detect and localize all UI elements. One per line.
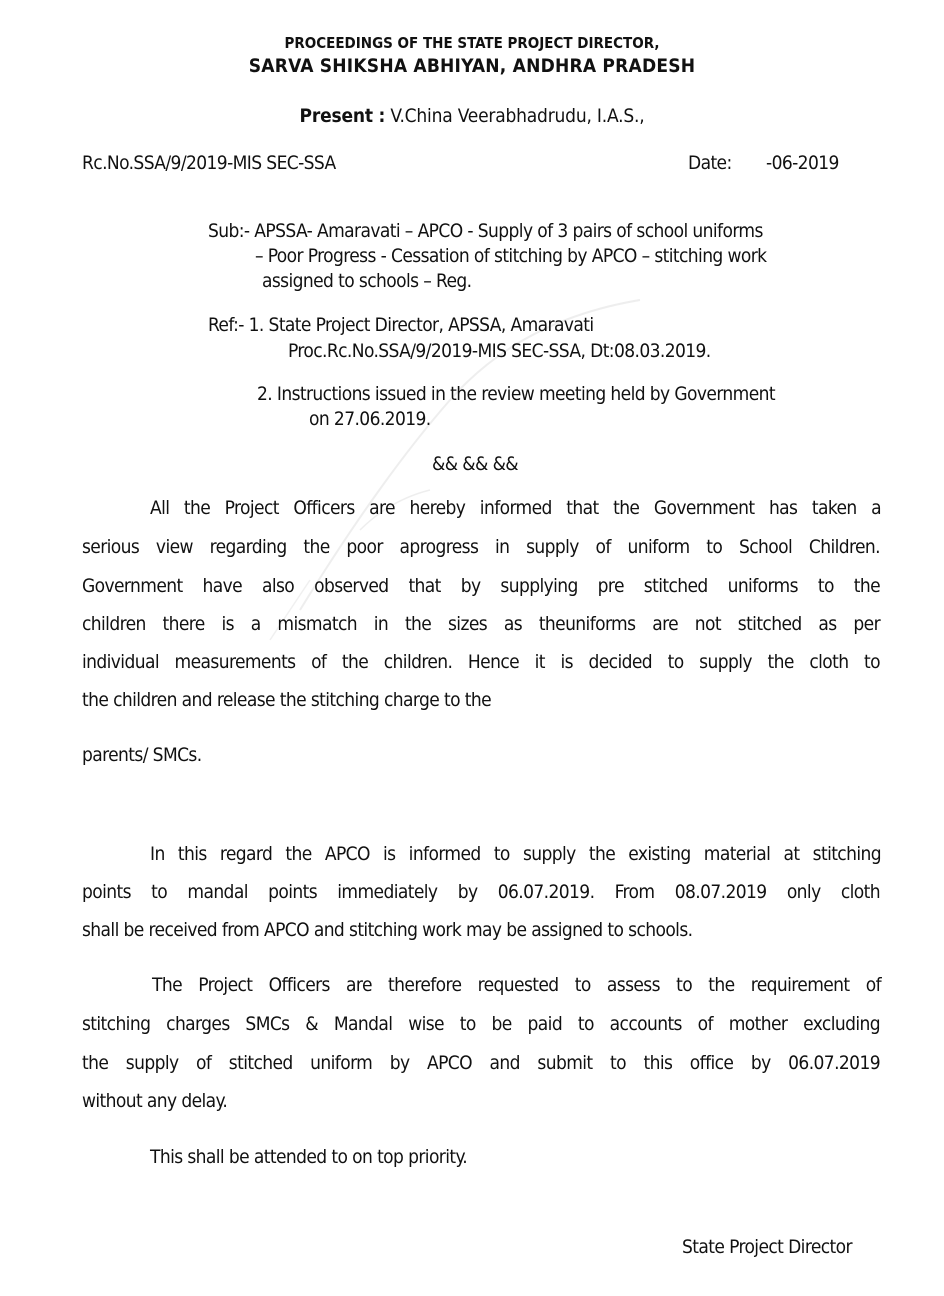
present-line: [0, 104, 944, 128]
ref-2-line-1: 2. Instructions issued in the review meeting held by Government: [257, 383, 775, 405]
para3-line-2: stitching charges SMCs & Mandal wise to be paid to accounts of mother excluding: [82, 1013, 880, 1035]
header-title: PROCEEDINGS OF THE STATE PROJECT DIRECTOR,: [284, 34, 660, 52]
para2-line-1: In this regard the APCO is informed to supply the existing material at stitching: [150, 843, 881, 865]
date-value: -06-2019: [766, 152, 839, 174]
signature: State Project Director: [682, 1236, 852, 1258]
para1-line-4: children there is a mismatch in the sizes as theuniforms are not stitched as per: [82, 613, 880, 635]
para1-line-2: serious view regarding the poor aprogress in supply of uniform to School Children.: [82, 536, 880, 558]
para1-line-1: All the Project Officers are hereby informed that the Government has taken a: [150, 497, 881, 519]
present-label: Present :: [299, 105, 386, 127]
para2-line-3: shall be received from APCO and stitching work may be assigned to schools.: [82, 919, 693, 941]
para1-line-3: Government have also observed that by supplying pre stitched uniforms to the: [82, 575, 880, 597]
subject-line-3: assigned to schools – Reg.: [262, 270, 472, 292]
reference-number: Rc.No.SSA/9/2019-MIS SEC-SSA: [82, 152, 336, 174]
ref-1-line-1: Ref:- 1. State Project Director, APSSA, Amaravati: [208, 314, 594, 336]
header-organization: SARVA SHIKSHA ABHIYAN, ANDHRA PRADESH: [248, 55, 696, 77]
present-name: V.China Veerabhadrudu, I.A.S.,: [385, 105, 645, 127]
subject-line-1: Sub:- APSSA- Amaravati – APCO - Supply of 3 pairs of school uniforms: [208, 220, 763, 242]
subject-line-2: – Poor Progress - Cessation of stitching by APCO – stitching work: [255, 245, 767, 267]
ref-2-line-2: on 27.06.2019.: [309, 408, 431, 430]
para3-line-4: without any delay.: [82, 1090, 228, 1112]
ref-1-line-2: Proc.Rc.No.SSA/9/2019-MIS SEC-SSA, Dt:08.03.2019.: [288, 340, 711, 362]
para3-line-1: The Project Officers are therefore requested to assess to the requirement of: [152, 974, 881, 996]
para4: This shall be attended to on top priority.: [150, 1146, 468, 1168]
separator: && && &&: [432, 453, 519, 475]
para2-line-2: points to mandal points immediately by 06.07.2019. From 08.07.2019 only cloth: [82, 881, 880, 903]
date-label: Date:: [688, 152, 732, 174]
para1-line-5: individual measurements of the children. Hence it is decided to supply the cloth to: [82, 651, 880, 673]
para1-tail: parents/ SMCs.: [82, 744, 202, 766]
para1-line-6: the children and release the stitching charge to the: [82, 689, 492, 711]
para3-line-3: the supply of stitched uniform by APCO and submit to this office by 06.07.2019: [82, 1052, 880, 1074]
